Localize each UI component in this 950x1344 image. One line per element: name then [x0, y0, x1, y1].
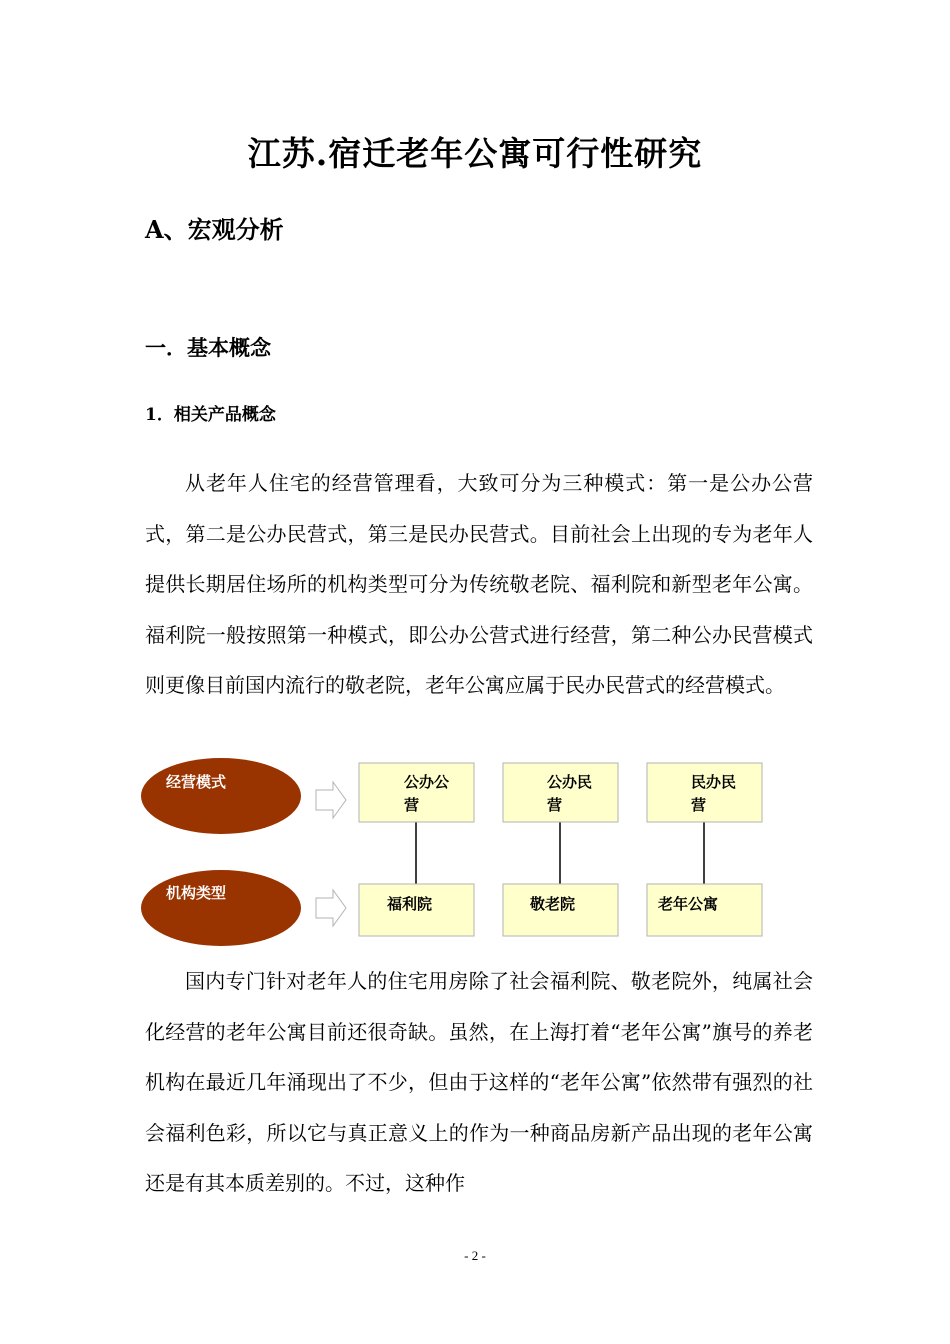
- mode-label: 营: [691, 797, 707, 814]
- page-number: - 2 -: [464, 1248, 486, 1263]
- section-heading-a: A、宏观分析: [145, 215, 284, 244]
- mode-label: 公办民: [547, 774, 593, 791]
- business-model-diagram: [140, 758, 770, 950]
- subsection-heading-1: 1．相关产品概念: [145, 405, 276, 425]
- institution-label: 福利院: [387, 896, 433, 913]
- mode-label: 民办民: [691, 774, 737, 791]
- mode-label: 营: [404, 797, 420, 814]
- institution-label: 老年公寓: [658, 896, 719, 913]
- row-label-institution-type: 机构类型: [166, 885, 227, 902]
- oval-business-mode: [141, 758, 301, 834]
- row-label-business-mode: 经营模式: [166, 774, 227, 791]
- oval-institution-type: [141, 870, 301, 946]
- document-title: 江苏.宿迁老年公寓可行性研究: [247, 134, 703, 173]
- mode-label: 营: [547, 797, 563, 814]
- arrow-right-icon: [316, 890, 346, 926]
- section-heading-1: 一．基本概念: [145, 335, 271, 360]
- institution-label: 敬老院: [530, 896, 576, 913]
- mode-label: 公办公: [404, 774, 450, 791]
- arrow-right-icon: [316, 782, 346, 818]
- body-paragraph-1: 从老年人住宅的经营管理看，大致可分为三种模式：第一是公办公营式，第二是公办民营式，第三是民办民营式。目前社会上出现的专为老年人提供长期居住场所的机构类型可分为传统敬老院、福利院和新型老年公寓。福利院一般按照第一种模式，即公办公营式进行经营，第二种公办民营模式则更像目前国内流行的敬老院，老年公寓应属于民办民营式的经营模式。: [145, 471, 813, 697]
- body-paragraph-2: 国内专门针对老年人的住宅用房除了社会福利院、敬老院外，纯属社会化经营的老年公寓目前还很奇缺。虽然，在上海打着“老年公寓”旗号的养老机构在最近几年涌现出了不少，但由于这样的“老年公寓”依然带有强烈的社会福利色彩，所以它与真正意义上的作为一种商品房新产品出现的老年公寓还是有其本质差别的。不过，这种作: [145, 969, 813, 1195]
